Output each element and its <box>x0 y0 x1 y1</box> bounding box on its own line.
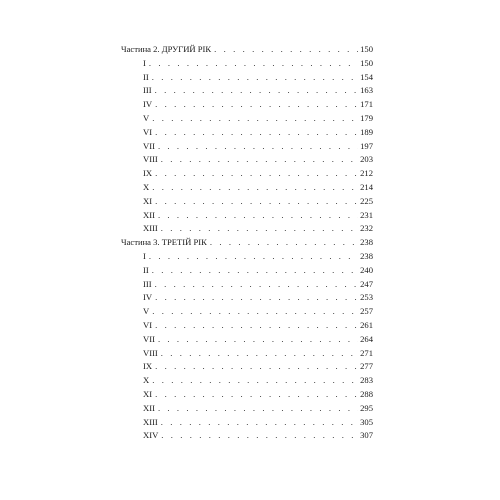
dot-leader <box>152 112 358 126</box>
toc-entry-title: III <box>143 278 152 289</box>
toc-page-number: 307 <box>360 430 373 441</box>
dot-leader <box>161 347 358 361</box>
toc-entry-title: XIII <box>143 416 158 427</box>
toc-page-number: 231 <box>360 209 373 220</box>
dot-leader <box>155 319 358 333</box>
toc-chapter-entry <box>121 112 373 126</box>
dot-leader <box>155 278 359 292</box>
dot-leader <box>158 333 358 347</box>
toc-page-number: 257 <box>360 306 373 317</box>
dot-leader <box>155 291 358 305</box>
toc-page-number: 150 <box>360 44 373 54</box>
toc-chapter-entry <box>121 195 373 209</box>
toc-chapter-entry <box>121 416 373 430</box>
dot-leader <box>158 140 358 154</box>
dot-leader <box>158 402 358 416</box>
toc-page-number: 238 <box>360 237 373 248</box>
toc-chapter-entry <box>121 291 373 305</box>
toc-entry-title: XIII <box>143 223 158 234</box>
toc-page-number: 203 <box>360 154 373 165</box>
toc-page-number: 163 <box>360 85 373 96</box>
toc-page-number: 277 <box>360 361 373 372</box>
table-of-contents <box>121 43 373 443</box>
toc-page-number: 150 <box>360 57 373 68</box>
dot-leader <box>155 98 358 112</box>
toc-entry-title: I <box>143 57 146 68</box>
toc-chapter-entry <box>121 222 373 236</box>
toc-entry-title: X <box>143 375 150 386</box>
toc-chapter-entry <box>121 57 373 71</box>
dot-leader <box>152 71 358 85</box>
toc-chapter-entry <box>121 181 373 195</box>
toc-entry-title: V <box>143 112 150 123</box>
toc-chapter-entry <box>121 347 373 361</box>
dot-leader <box>214 43 358 57</box>
toc-chapter-entry <box>121 84 373 98</box>
toc-chapter-entry <box>121 429 373 443</box>
toc-page-number: 154 <box>360 71 373 82</box>
toc-entry-title: VII <box>143 140 155 151</box>
toc-page-number: 214 <box>360 181 373 192</box>
toc-entry-title: I <box>143 250 146 261</box>
dot-leader <box>155 167 358 181</box>
toc-entry-title: Частина 2. ДРУГИЙ РІК <box>121 44 212 54</box>
toc-page-number: 305 <box>360 416 373 427</box>
toc-chapter-entry <box>121 126 373 140</box>
toc-entry-title: VI <box>143 319 153 330</box>
toc-page-number: 179 <box>360 112 373 123</box>
toc-entry-title: II <box>143 71 149 82</box>
toc-entry-title: XII <box>143 402 155 413</box>
toc-page-number: 197 <box>360 140 373 151</box>
toc-chapter-entry <box>121 250 373 264</box>
dot-leader <box>158 209 358 223</box>
toc-entry-title: VIII <box>143 154 158 165</box>
toc-chapter-entry <box>121 264 373 278</box>
dot-leader <box>161 153 358 167</box>
dot-leader <box>161 429 358 443</box>
dot-leader <box>155 195 358 209</box>
toc-page-number: 240 <box>360 264 373 275</box>
toc-part-entry <box>121 236 373 250</box>
toc-entry-title: IX <box>143 168 153 179</box>
dot-leader <box>152 374 358 388</box>
toc-page-number: 171 <box>360 99 373 110</box>
toc-page-number: 295 <box>360 402 373 413</box>
dot-leader <box>152 181 358 195</box>
toc-chapter-entry <box>121 153 373 167</box>
toc-entry-title: II <box>143 264 149 275</box>
toc-entry-title: VI <box>143 126 153 137</box>
toc-page-number: 247 <box>360 278 373 289</box>
toc-part-entry <box>121 43 373 57</box>
toc-chapter-entry <box>121 167 373 181</box>
toc-entry-title: Частина 3. ТРЕТІЙ РІК <box>121 237 207 248</box>
toc-chapter-entry <box>121 402 373 416</box>
toc-entry-title: IV <box>143 292 153 303</box>
dot-leader <box>152 264 358 278</box>
toc-entry-title: IX <box>143 361 153 372</box>
toc-entry-title: X <box>143 181 150 192</box>
dot-leader <box>161 416 358 430</box>
dot-leader <box>210 236 358 250</box>
toc-entry-title: VII <box>143 333 155 344</box>
toc-chapter-entry <box>121 388 373 402</box>
toc-entry-title: IV <box>143 99 153 110</box>
toc-page-number: 261 <box>360 319 373 330</box>
toc-entry-title: XIV <box>143 430 159 441</box>
toc-entry-title: XII <box>143 209 155 220</box>
toc-page-number: 283 <box>360 375 373 386</box>
dot-leader <box>155 84 359 98</box>
toc-chapter-entry <box>121 209 373 223</box>
toc-entry-title: XI <box>143 388 153 399</box>
toc-page-number: 288 <box>360 388 373 399</box>
toc-chapter-entry <box>121 278 373 292</box>
dot-leader <box>161 222 358 236</box>
toc-page-number: 238 <box>360 250 373 261</box>
toc-entry-title: III <box>143 85 152 96</box>
toc-chapter-entry <box>121 71 373 85</box>
toc-chapter-entry <box>121 319 373 333</box>
toc-chapter-entry <box>121 374 373 388</box>
dot-leader <box>155 388 358 402</box>
toc-entry-title: XI <box>143 195 153 206</box>
dot-leader <box>149 57 358 71</box>
toc-page-number: 189 <box>360 126 373 137</box>
toc-page-number: 212 <box>360 168 373 179</box>
dot-leader <box>149 250 358 264</box>
dot-leader <box>152 305 358 319</box>
toc-chapter-entry <box>121 140 373 154</box>
toc-chapter-entry <box>121 305 373 319</box>
toc-page-number: 253 <box>360 292 373 303</box>
dot-leader <box>155 360 358 374</box>
toc-entry-title: V <box>143 306 150 317</box>
dot-leader <box>155 126 358 140</box>
toc-entry-title: VIII <box>143 347 158 358</box>
toc-chapter-entry <box>121 98 373 112</box>
toc-page-number: 264 <box>360 333 373 344</box>
toc-chapter-entry <box>121 333 373 347</box>
toc-chapter-entry <box>121 360 373 374</box>
toc-page-number: 271 <box>360 347 373 358</box>
toc-page-number: 232 <box>360 223 373 234</box>
toc-page-number: 225 <box>360 195 373 206</box>
